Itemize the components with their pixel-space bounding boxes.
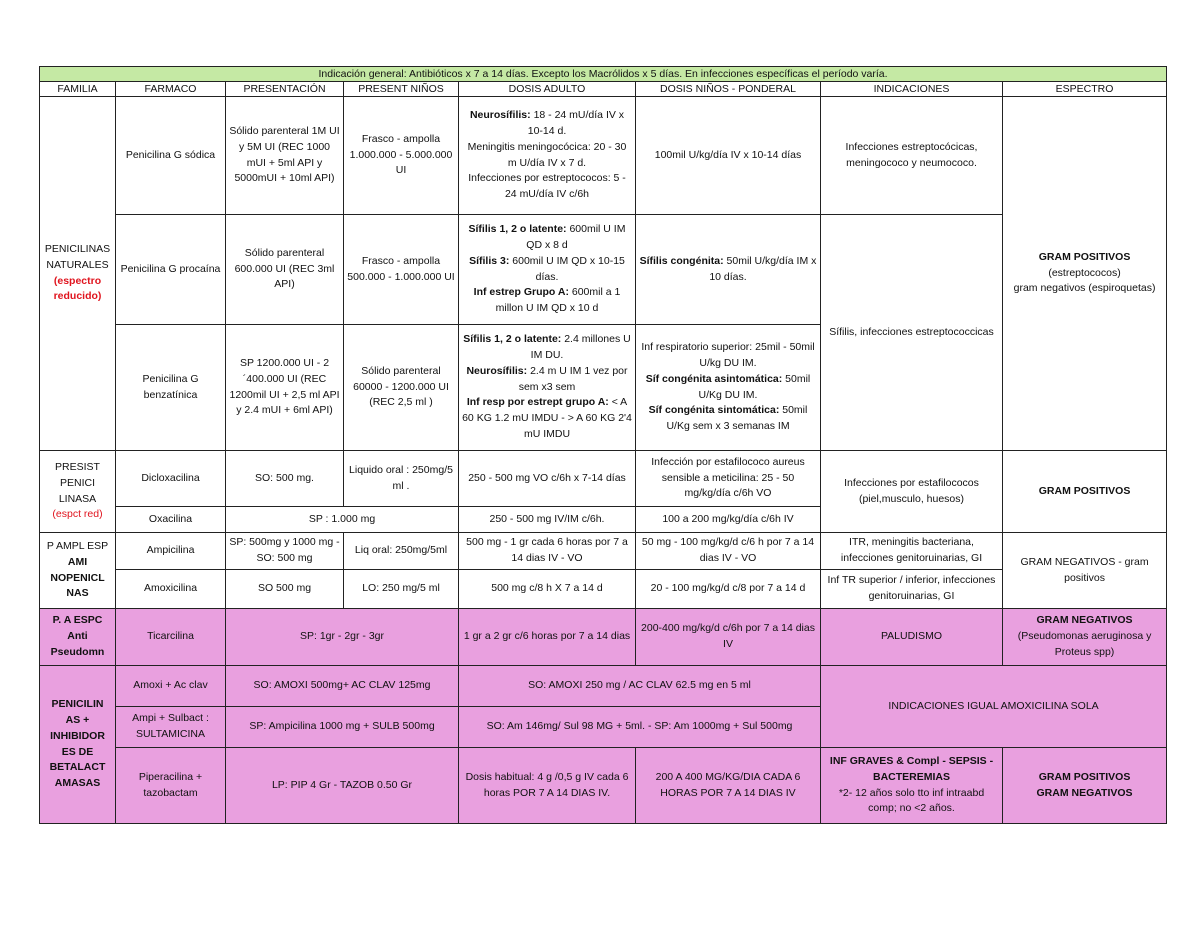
- adult-dose: Dosis habitual: 4 g /0,5 g IV cada 6 horas POR 7 A 14 DIAS IV.: [459, 748, 636, 824]
- general-indication: Indicación general: Antibióticos x 7 a 14 días. Excepto los Macrólidos x 5 días. En infecciones específicas el período varía.: [40, 67, 1167, 82]
- header-farmaco: FARMACO: [116, 82, 226, 97]
- presentation: SP : 1.000 mg: [226, 507, 459, 533]
- kids-dose: Sífilis congénita: 50mil U/kg/día IM x 10 días.: [636, 215, 821, 325]
- row-penicilina-g-procaina: [40, 215, 1167, 325]
- adult-dose: 500 mg c/8 h X 7 a 14 d: [459, 570, 636, 609]
- header-row: [40, 82, 1167, 97]
- presentation-kids: LO: 250 mg/5 ml: [344, 570, 459, 609]
- adult-dose: Neurosífilis: 18 - 24 mU/día IV x 10-14 d. Meningitis meningocócica: 20 - 30 m U/día IV x 7 d. Infecciones por estreptococos: 5 - 24 mU/día IV c/6h: [459, 97, 636, 215]
- kids-dose: 50 mg - 100 mg/kg/d c/6 h por 7 a 14 dias IV - VO: [636, 533, 821, 570]
- presentation-kids: Frasco - ampolla 1.000.000 - 5.000.000 UI: [344, 97, 459, 215]
- spectrum-gram-positivos: GRAM POSITIVOS: [1003, 451, 1167, 533]
- kids-dose: 20 - 100 mg/kg/d c/8 por 7 a 14 d: [636, 570, 821, 609]
- adult-dose: 1 gr a 2 gr c/6 horas por 7 a 14 dias: [459, 609, 636, 666]
- indications-paludismo: PALUDISMO: [821, 609, 1003, 666]
- presentation-kids: Frasco - ampolla 500.000 - 1.000.000 UI: [344, 215, 459, 325]
- indications-inf-graves: INF GRAVES & Compl - SEPSIS - BACTEREMIAS *2- 12 años solo tto inf intraabd comp; no <2 años.: [821, 748, 1003, 824]
- kids-dose: 200 A 400 MG/KG/DIA CADA 6 HORAS POR 7 A 14 DIAS IV: [636, 748, 821, 824]
- presentation: SO 500 mg: [226, 570, 344, 609]
- indications-sifilis: Sífilis, infecciones estreptococcicas: [821, 215, 1003, 451]
- row-piperacilina-tazobactam: [40, 748, 1167, 824]
- presentation-kids: Liq oral: 250mg/5ml: [344, 533, 459, 570]
- header-familia: FAMILIA: [40, 82, 116, 97]
- drug-ampicilina: Ampicilina: [116, 533, 226, 570]
- drug-penicilina-g-sodica: Penicilina G sódica: [116, 97, 226, 215]
- adult-dose: Sífilis 1, 2 o latente: 600mil U IM QD x 8 d Sífilis 3: 600mil U IM QD x 10-15 días. Inf estrep Grupo A: 600mil a 1 millon U IM QD x 10 d: [459, 215, 636, 325]
- spectrum-aminopenicilinas: GRAM NEGATIVOS - gram positivos: [1003, 533, 1167, 609]
- drug-amoxi-clav: Amoxi + Ac clav: [116, 666, 226, 707]
- indications-estafilococos: Infecciones por estafilococos (piel,musculo, huesos): [821, 451, 1003, 533]
- drug-penicilina-g-procaina: Penicilina G procaína: [116, 215, 226, 325]
- row-amoxi-clav: [40, 666, 1167, 707]
- kids-dose: 100mil U/kg/día IV x 10-14 días: [636, 97, 821, 215]
- general-indication-row: [40, 67, 1167, 82]
- family-antipseudomonas: P. A ESPC Anti Pseudomn: [40, 609, 116, 666]
- presentation: SP: Ampicilina 1000 mg + SULB 500mg: [226, 707, 459, 748]
- spectrum-gram-negativos: GRAM NEGATIVOS (Pseudomonas aeruginosa y Proteus spp): [1003, 609, 1167, 666]
- family-aminopenicilinas: P AMPL ESP AMI NOPENICL NAS: [40, 533, 116, 609]
- drug-ampi-sulbact: Ampi + Sulbact : SULTAMICINA: [116, 707, 226, 748]
- presentation: SO: 500 mg.: [226, 451, 344, 507]
- indications-igual-amoxicilina: INDICACIONES IGUAL AMOXICILINA SOLA: [821, 666, 1167, 748]
- kids-dose: Infección por estafilococo aureus sensible a meticilina: 25 - 50 mg/kg/día c/6h VO: [636, 451, 821, 507]
- presentation-kids: Liquido oral : 250mg/5 ml .: [344, 451, 459, 507]
- kids-dose: 200-400 mg/kg/d c/6h por 7 a 14 dias IV: [636, 609, 821, 666]
- antibiotics-table: [39, 66, 1167, 824]
- adult-dose: Sífilis 1, 2 o latente: 2.4 millones U IM DU. Neurosífilis: 2.4 m U IM 1 vez por sem x3 sem Inf resp por estrept grupo A: < A 60 KG 1.2 mU IMDU - > A 60 KG 2'4 mU IMDU: [459, 325, 636, 451]
- adult-dose: 500 mg - 1 gr cada 6 horas por 7 a 14 dias IV - VO: [459, 533, 636, 570]
- row-penicilina-g-sodica: [40, 97, 1167, 215]
- drug-dicloxacilina: Dicloxacilina: [116, 451, 226, 507]
- header-present-ninos: PRESENT NIÑOS: [344, 82, 459, 97]
- presentation: SP: 500mg y 1000 mg - SO: 500 mg: [226, 533, 344, 570]
- header-dosis-adulto: DOSIS ADULTO: [459, 82, 636, 97]
- header-espectro: ESPECTRO: [1003, 82, 1167, 97]
- header-presentacion: PRESENTACIÓN: [226, 82, 344, 97]
- drug-oxacilina: Oxacilina: [116, 507, 226, 533]
- row-dicloxacilina: [40, 451, 1167, 507]
- presentation: LP: PIP 4 Gr - TAZOB 0.50 Gr: [226, 748, 459, 824]
- family-penicilinasa-resist: PRESIST PENICI LINASA (espct red): [40, 451, 116, 533]
- kids-dose: Inf respiratorio superior: 25mil - 50mil U/kg DU IM. Síf congénita asintomática: 50mil U/Kg DU IM. Síf congénita sintomática: 50mil U/Kg sem x 3 semanas IM: [636, 325, 821, 451]
- spectrum-gram-pos-neg: GRAM POSITIVOS GRAM NEGATIVOS: [1003, 748, 1167, 824]
- row-amoxicilina: [40, 570, 1167, 609]
- presentation: SP 1200.000 UI - 2´400.000 UI (REC 1200mil UI + 2,5 ml API y 2.4 mUI + 6ml API): [226, 325, 344, 451]
- presentation: Sólido parenteral 1M UI y 5M UI (REC 1000 mUI + 5ml API y 5000mUI + 10ml API): [226, 97, 344, 215]
- adult-dose: 250 - 500 mg IV/IM c/6h.: [459, 507, 636, 533]
- adult-dose: 250 - 500 mg VO c/6h x 7-14 días: [459, 451, 636, 507]
- presentation: Sólido parenteral 600.000 UI (REC 3ml API): [226, 215, 344, 325]
- header-dosis-ninos: DOSIS NIÑOS - PONDERAL: [636, 82, 821, 97]
- presentation: SP: 1gr - 2gr - 3gr: [226, 609, 459, 666]
- indications: ITR, meningitis bacteriana, infecciones genitoruinarias, GI: [821, 533, 1003, 570]
- dose: SO: Am 146mg/ Sul 98 MG + 5ml. - SP: Am 1000mg + Sul 500mg: [459, 707, 821, 748]
- presentation-kids: Sólido parenteral 60000 - 1200.000 UI (REC 2,5 ml ): [344, 325, 459, 451]
- dose: SO: AMOXI 250 mg / AC CLAV 62.5 mg en 5 ml: [459, 666, 821, 707]
- indications: Inf TR superior / inferior, infecciones genitoruinarias, GI: [821, 570, 1003, 609]
- drug-ticarcilina: Ticarcilina: [116, 609, 226, 666]
- presentation: SO: AMOXI 500mg+ AC CLAV 125mg: [226, 666, 459, 707]
- family-penicilinas-naturales: PENICILINAS NATURALES (espectro reducido): [40, 97, 116, 451]
- kids-dose: 100 a 200 mg/kg/día c/6h IV: [636, 507, 821, 533]
- drug-amoxicilina: Amoxicilina: [116, 570, 226, 609]
- drug-piperacilina-tazobactam: Piperacilina + tazobactam: [116, 748, 226, 824]
- family-inhibidores-betalactamasas: PENICILIN AS + INHIBIDOR ES DE BETALACT AMASAS: [40, 666, 116, 824]
- row-ticarcilina: [40, 609, 1167, 666]
- header-indicaciones: INDICACIONES: [821, 82, 1003, 97]
- drug-penicilina-g-benzatinica: Penicilina G benzatínica: [116, 325, 226, 451]
- indications: Infecciones estreptocócicas, meningococo y neumococo.: [821, 97, 1003, 215]
- spectrum-penicilinas-naturales: GRAM POSITIVOS (estreptococos) gram negativos (espiroquetas): [1003, 97, 1167, 451]
- row-ampicilina: [40, 533, 1167, 570]
